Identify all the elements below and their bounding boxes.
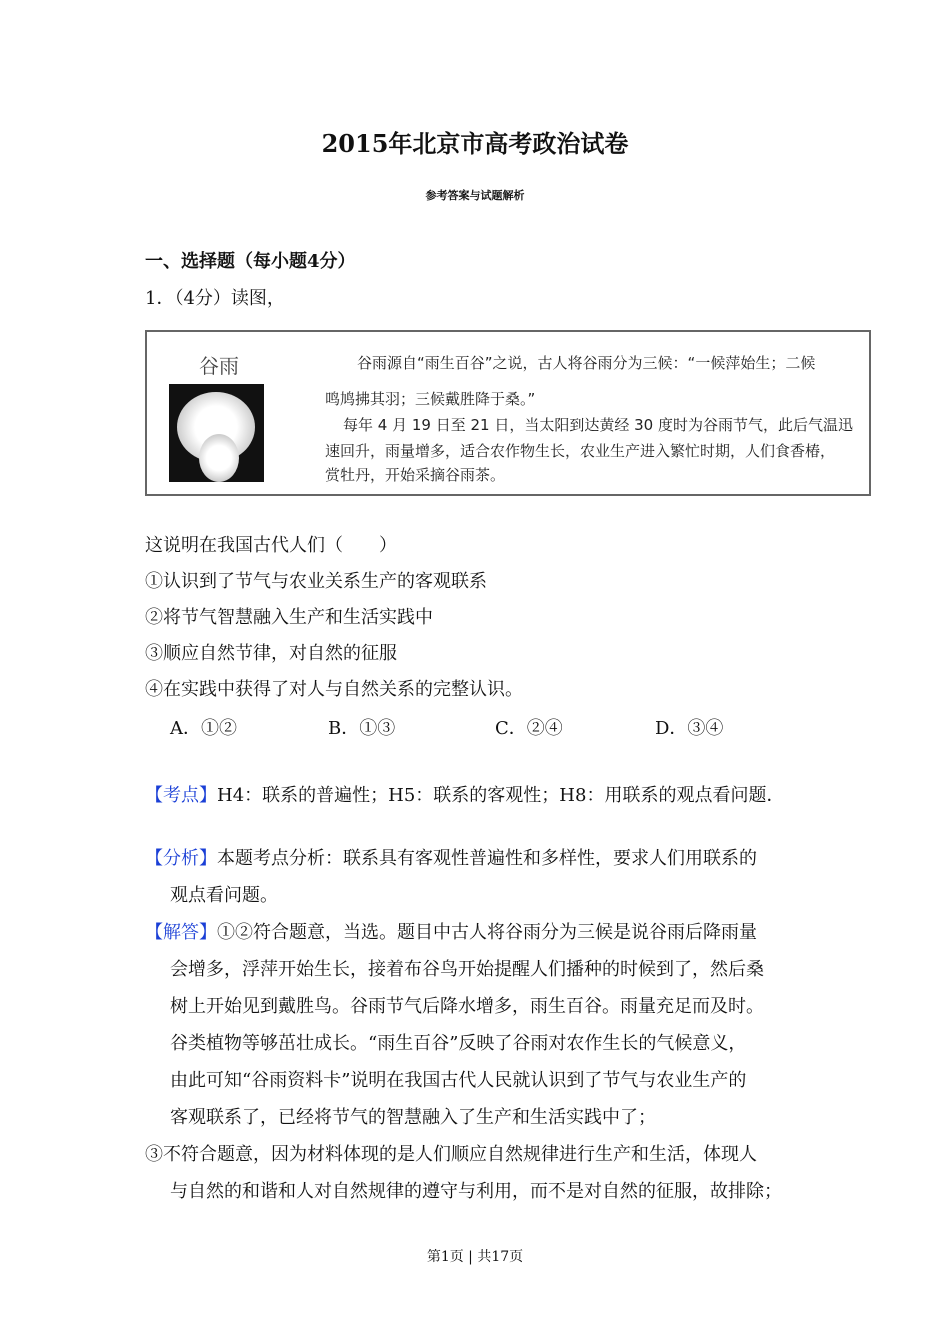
option-c: C．②④ [495,718,563,739]
peony-photo [169,384,264,482]
page-footer: 第1页 | 共17页 [426,1249,524,1265]
card-line: 速回升，雨量增多，适合农作物生长，农业生产进入繁忙时期，人们食香椿， [325,442,836,460]
option-d: D．③④ [655,718,724,739]
card-title: 谷雨 [199,354,239,378]
jieda-text: 会增多，浮萍开始生长，接着布谷鸟开始提醒人们播种的时候到了，然后桑 [170,959,764,980]
page-title: 2015年北京市高考政治试卷 [321,129,629,158]
card-line: 每年 4 月 19 日至 21 日，当太阳到达黄经 30 度时为谷雨节气，此后气温迅 [343,416,853,434]
kaodian-tag: 【考点】 [145,785,217,806]
jieda-text: ①②符合题意，当选。题目中古人将谷雨分为三候是说谷雨后降雨量 [217,922,757,943]
statement: ①认识到了节气与农业关系生产的客观联系 [145,571,487,592]
card-line: 谷雨源自“雨生百谷”之说，古人将谷雨分为三候：“一候萍始生；二候 [357,354,816,372]
kaodian-line [145,784,784,808]
fenxi-tag: 【分析】 [145,848,217,869]
jieda-text: ③不符合题意，因为材料体现的是人们顺应自然规律进行生产和生活，体现人 [145,1144,757,1165]
guyu-info-card [145,330,871,496]
section-heading: 一、选择题（每小题4分） [145,251,356,272]
jieda-tag: 【解答】 [145,922,217,943]
page-subtitle: 参考答案与试题解析 [425,189,525,202]
statement: ②将节气智慧融入生产和生活实践中 [145,607,433,628]
fenxi-text: 本题考点分析：联系具有客观性普遍性和多样性，要求人们用联系的 [217,848,757,869]
jieda-text: 树上开始见到戴胜鸟。谷雨节气后降水增多，雨生百谷。雨量充足而及时。 [170,996,764,1017]
jieda-text: 客观联系了，已经将节气的智慧融入了生产和生活实践中了； [170,1107,656,1128]
fenxi-line [145,847,757,871]
jieda-line [145,921,757,945]
jieda-text: 由此可知“谷雨资料卡”说明在我国古代人民就认识到了节气与农业生产的 [170,1070,747,1091]
statement: ④在实践中获得了对人与自然关系的完整认识。 [145,679,523,700]
jieda-text: 与自然的和谐和人对自然规律的遵守与利用，而不是对自然的征服，故排除； [170,1181,782,1202]
card-line: 赏牡丹，开始采摘谷雨茶。 [325,466,506,484]
question-prompt: 这说明在我国古代人们（ ） [145,535,397,556]
statement: ③顺应自然节律，对自然的征服 [145,643,397,664]
kaodian-text: H4：联系的普遍性；H5：联系的客观性；H8：用联系的观点看问题． [217,785,785,806]
option-b: B．①③ [328,718,396,739]
option-a: A．①② [170,718,237,739]
card-line: 鸣鸠拂其羽；三候戴胜降于桑。” [325,390,536,408]
jieda-text: 谷类植物等够茁壮成长。“雨生百谷”反映了谷雨对农作生长的气候意义， [170,1033,747,1054]
question-stem: 1．（4分）读图， [145,288,285,309]
fenxi-text: 观点看问题。 [170,885,278,906]
